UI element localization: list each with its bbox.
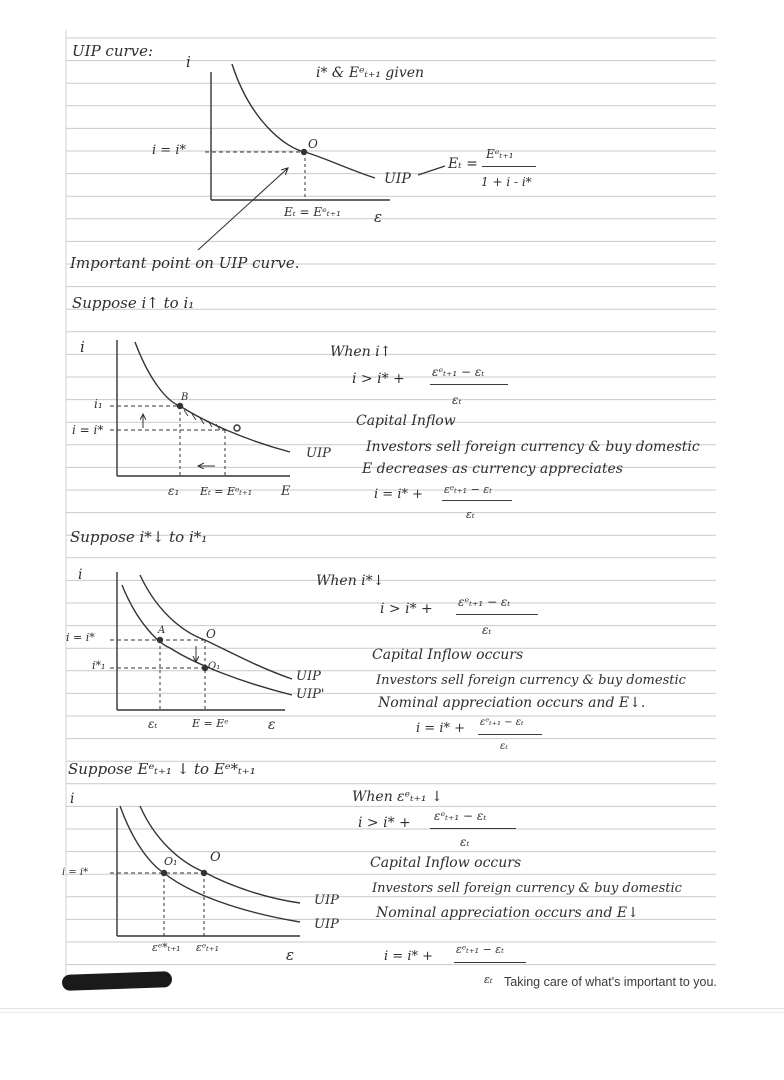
section4-eq-lhs: i = i* + bbox=[384, 949, 433, 964]
graph3-x-axis-label: ε bbox=[268, 717, 276, 733]
graph2-i-label: i = i* bbox=[72, 423, 104, 437]
section2-ineq-bar bbox=[430, 384, 508, 385]
section2-eq-bar bbox=[442, 500, 512, 501]
section3-line2: Investors sell foreign currency & buy domestic bbox=[376, 673, 686, 688]
graph4-x-tick2: εᵉₜ₊₁ bbox=[196, 941, 220, 954]
section2-line2: Investors sell foreign currency & buy domestic bbox=[366, 439, 700, 455]
graph4-x-axis-label: ε bbox=[286, 946, 295, 964]
graph4-i-label: i = i* bbox=[62, 867, 89, 878]
graph-i-star-decrease bbox=[110, 572, 292, 710]
graph3-point-a-label: A bbox=[158, 625, 166, 636]
section3-line3: Nominal appreciation occurs and E↓. bbox=[378, 695, 646, 711]
section3-ineq-den: εₜ bbox=[482, 623, 492, 637]
section4-ineq-lhs: i > i* + bbox=[358, 815, 411, 831]
graph3-point-o-label: O bbox=[206, 627, 216, 641]
graph4-x-tick1: εᵉ*ₜ₊₁ bbox=[152, 941, 181, 954]
graph4-point-o-label: O bbox=[210, 850, 221, 865]
section3-eq-den: εₜ bbox=[500, 741, 508, 752]
section3-eq-bar bbox=[478, 734, 542, 735]
section4-heading: Suppose Eᵉₜ₊₁ ↓ to Eᵉ*ₜ₊₁ bbox=[68, 760, 256, 778]
graph4-curve1-label: UIP bbox=[314, 893, 339, 908]
graph2-curve-label: UIP bbox=[306, 446, 331, 461]
section3-heading: Suppose i*↓ to i*₁ bbox=[70, 528, 208, 546]
section2-ineq-lhs: i > i* + bbox=[352, 371, 405, 387]
graph-uip-curve bbox=[198, 64, 445, 250]
graph2-point-b bbox=[178, 404, 183, 409]
section1-title: UIP curve: bbox=[72, 42, 154, 60]
graph1-point-o-label: O bbox=[308, 137, 318, 151]
graph3-i1-label: i*₁ bbox=[92, 659, 106, 672]
graph2-x-tick1: ε₁ bbox=[168, 484, 180, 498]
section3-when: When i*↓ bbox=[316, 573, 385, 589]
graph1-y-axis-label: i bbox=[186, 53, 191, 71]
page-edge-shadow bbox=[0, 1012, 784, 1013]
graph1-formula-num: Eᵉₜ₊₁ bbox=[486, 147, 514, 161]
section1-note: Important point on UIP curve. bbox=[70, 254, 300, 272]
section4-eq-den: εₜ bbox=[484, 973, 493, 986]
section4-eq-num: εᵉₜ₊₁ − εₜ bbox=[456, 943, 504, 956]
section3-eq-num: εᵉₜ₊₁ − εₜ bbox=[480, 717, 524, 728]
graph2-i1-label: i₁ bbox=[94, 397, 103, 411]
graph4-y-axis-label: i bbox=[70, 791, 75, 807]
graph-i-increase bbox=[110, 340, 290, 476]
section4-line2: Investors sell foreign currency & buy domestic bbox=[372, 881, 682, 896]
section2-eq-lhs: i = i* + bbox=[374, 487, 423, 502]
section2-eq-num: εᵉₜ₊₁ − εₜ bbox=[444, 483, 492, 496]
graph1-i-label: i = i* bbox=[152, 143, 186, 158]
graph2-x-axis-label: E bbox=[281, 484, 291, 499]
section4-ineq-num: εᵉₜ₊₁ − εₜ bbox=[434, 809, 487, 823]
graph2-x-tick2: Eₜ = Eᵉₜ₊₁ bbox=[200, 485, 253, 498]
section2-heading: Suppose i↑ to i₁ bbox=[72, 294, 195, 312]
graph3-point-a bbox=[158, 638, 163, 643]
graph3-y-axis-label: i bbox=[78, 567, 83, 583]
graph4-point-o1-label: O₁ bbox=[164, 855, 178, 868]
graph3-x-tick1: εₜ bbox=[148, 717, 158, 731]
section4-line1: Capital Inflow occurs bbox=[370, 855, 522, 871]
graph4-point-o1 bbox=[162, 871, 167, 876]
graph2-y-axis-label: i bbox=[80, 338, 85, 356]
section2-ineq-den: εₜ bbox=[452, 393, 462, 407]
graph1-given-note: i* & Eᵉₜ₊₁ given bbox=[316, 65, 425, 81]
section4-ineq-den: εₜ bbox=[460, 835, 470, 849]
section2-line3: E decreases as currency appreciates bbox=[362, 461, 623, 477]
section4-eq-bar bbox=[454, 962, 526, 963]
graph2-uip-line bbox=[135, 342, 290, 452]
section3-ineq-num: εᵉₜ₊₁ − εₜ bbox=[458, 595, 511, 609]
graph3-curve2-label: UIP' bbox=[296, 687, 325, 702]
graph3-point-o1-label: O₁ bbox=[208, 661, 221, 672]
graph2-point-o bbox=[234, 425, 240, 431]
graph1-x-tick: Eₜ = Eᵉₜ₊₁ bbox=[284, 205, 341, 219]
section4-ineq-bar bbox=[430, 828, 516, 829]
graph1-formula-den: 1 + i - i* bbox=[481, 175, 532, 189]
graph4-point-o bbox=[202, 871, 207, 876]
graph3-x-tick2: E = Eᵉ bbox=[192, 717, 229, 730]
section2-eq-den: εₜ bbox=[466, 508, 475, 521]
graph1-uip-line bbox=[232, 64, 375, 178]
section2-line1: Capital Inflow bbox=[356, 413, 456, 429]
section3-ineq-lhs: i > i* + bbox=[380, 601, 433, 617]
graph3-point-o1 bbox=[203, 666, 208, 671]
page-edge bbox=[0, 1008, 784, 1009]
section3-ineq-bar bbox=[456, 614, 538, 615]
graph4-curve2-label: UIP bbox=[314, 917, 339, 932]
graph1-formula-bar bbox=[482, 166, 536, 167]
graph1-formula-lhs: Eₜ = bbox=[448, 156, 478, 172]
graph1-point-o bbox=[302, 150, 307, 155]
section2-ineq-num: εᵉₜ₊₁ − εₜ bbox=[432, 365, 485, 379]
section4-when: When εᵉₜ₊₁ ↓ bbox=[352, 789, 443, 805]
graph-expected-e-decrease bbox=[110, 806, 300, 936]
footer-tagline: Taking care of what's important to you. bbox=[504, 975, 717, 989]
graph1-curve-label: UIP bbox=[384, 171, 411, 187]
section2-when: When i↑ bbox=[330, 344, 392, 360]
graph3-i-label: i = i* bbox=[66, 631, 95, 644]
graph3-curve1-label: UIP bbox=[296, 669, 321, 684]
graph2-hatch bbox=[184, 410, 220, 430]
section4-line3: Nominal appreciation occurs and E↓ bbox=[376, 905, 639, 921]
section3-line1: Capital Inflow occurs bbox=[372, 647, 524, 663]
graph2-point-b-label: B bbox=[181, 392, 189, 403]
section3-eq-lhs: i = i* + bbox=[416, 721, 465, 736]
graph1-x-axis-label: ε bbox=[374, 208, 383, 226]
